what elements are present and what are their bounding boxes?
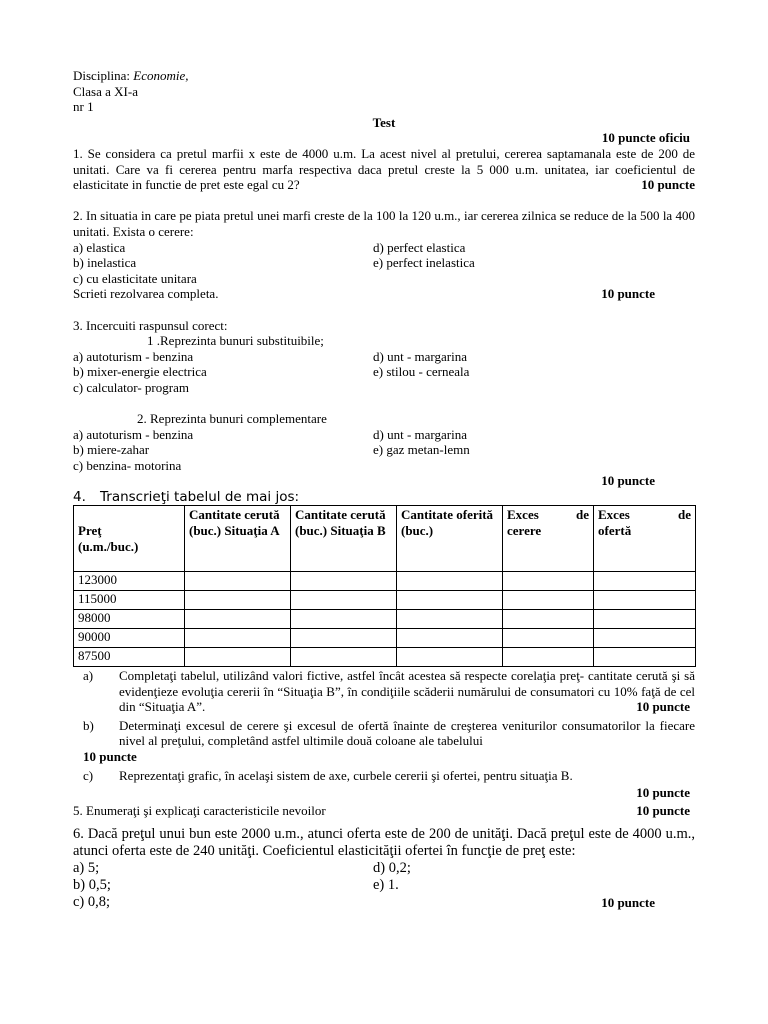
q6-row-3 [73,894,695,911]
question-2-points: 10 puncte [601,286,655,302]
price-cell: 98000 [74,610,185,629]
question-3-points: 10 puncte [601,473,655,489]
header-price-line2: (u.m./buc.) [78,539,139,555]
q2-footer: Scrieti rezolvarea completa. [73,286,219,302]
empty-cell[interactable] [503,572,594,591]
points-office-line [73,130,695,146]
question-4-title: Transcrieţi tabelul de mai jos: [100,489,300,506]
header-qty-demanded-b: Cantitate cerută (buc.) Situaţia B [291,506,397,572]
question-1-text: 1. Se considera ca pretul marfii x este de 4000 u.m. La acest nivel al pretului, cererea saptamanala este de 200 de unitati. Care va fi cererea pentru marfa respectiva daca pretul creste la 5 000 u.m. unitatea, iar coeficientul de elasticitate in functie de pret este egal cu 2? [73,145,695,193]
q6-row-1 [73,860,695,877]
header-qty-offered: Cantitate oferită (buc.) [397,506,503,572]
header-price [74,506,185,572]
table-row [74,629,696,648]
q6-option-d: d) 0,2; [373,860,411,877]
empty-cell[interactable] [291,629,397,648]
header-excess-offer [594,506,696,572]
q6-option-c: c) 0,8; [73,894,111,911]
header-price-line1: Preţ [78,523,102,539]
q3-p2-option-a: a) autoturism - benzina [73,426,194,442]
q4-b-points: 10 puncte [83,749,137,764]
number-line: nr 1 [73,99,94,115]
q4-task-c [73,768,695,784]
question-3-part-2-title: 2. Reprezinta bunuri complementare [137,411,327,427]
q3-part2-row-2 [73,442,695,458]
q4-task-b [73,718,695,749]
empty-cell[interactable] [503,610,594,629]
discipline-label: Disciplina: [73,68,134,83]
price-cell: 115000 [74,591,185,610]
table-row [74,610,696,629]
price-cell: 123000 [74,572,185,591]
h5c: ofertă [598,522,632,538]
question-3-part-1-title: 1 .Reprezinta bunuri substituibile; [147,333,324,349]
q3-part1-row-2 [73,364,695,380]
q3-p2-option-b: b) miere-zahar [73,442,150,458]
question-2-options-row-1 [73,240,695,256]
document-page [73,68,695,911]
empty-cell[interactable] [594,591,696,610]
q4-c-text: Reprezentaţi grafic, în acelaşi sistem de axe, curbele cererii şi ofertei, pentru situaţia B. [119,767,573,783]
empty-cell[interactable] [594,648,696,667]
q4-a-points: 10 puncte [636,699,690,715]
question-6-points: 10 puncte [601,895,655,911]
question-5-text: 5. Enumeraţi şi explicaţi caracteristicile nevoilor [73,802,326,818]
empty-cell[interactable] [503,648,594,667]
question-1-points-line [73,177,695,193]
question-5-points: 10 puncte [636,802,690,818]
price-cell: 87500 [74,648,185,667]
q2-option-d: d) perfect elastica [373,239,466,255]
empty-cell[interactable] [594,572,696,591]
question-5-line [73,803,695,819]
table-row [74,572,696,591]
empty-cell[interactable] [185,648,291,667]
question-2-text: 2. In situatia in care pe piata pretul unei marfi creste de la 100 la 120 u.m., iar cererea zilnica se reduce de la 500 la 400 unitati. Exista o cerere: [73,208,695,239]
question-4-number: 4. [73,489,86,506]
q3-part1-row-3 [73,380,695,396]
empty-cell[interactable] [503,591,594,610]
h4c: cerere [507,522,542,538]
h4a: Exces [507,507,539,523]
question-1-points: 10 puncte [641,177,695,193]
question-6 [73,826,695,911]
q4-b-text: Determinaţi excesul de cerere şi excesul de ofertă înainte de creşterea veniturilor consumatorilor la fiecare nivel al preţului, completând astfel ultimile două coloane ale tabelului [119,717,695,749]
q2-option-a: a) elastica [73,239,126,255]
q6-row-2 [73,877,695,894]
q3-p1-option-b: b) mixer-energie electrica [73,364,207,380]
table-header-row [74,506,696,572]
q3-p2-option-d: d) unt - margarina [373,426,467,442]
q4-c-points: 10 puncte [636,785,690,801]
q6-option-b: b) 0,5; [73,877,111,894]
discipline-value: Economie, [133,68,189,83]
discipline-line [73,68,695,84]
empty-cell[interactable] [594,629,696,648]
question-4-title-line [73,489,695,505]
question-6-text: 6. Dacă preţul unui bun este 2000 u.m., atunci oferta este de 200 de unităţi. Dacă preţul este de 4000 u.m., atunci oferta este de 240 unităţi. Coeficientul elasticităţii ofertei în funcţie de preţ este: [73,826,695,860]
question-2-options-row-3 [73,271,695,287]
q2-option-e: e) perfect inelastica [373,255,475,271]
question-3-points-line [73,473,695,489]
header-excess-demand [503,506,594,572]
empty-cell[interactable] [397,591,503,610]
q4-c-label: c) [83,767,94,783]
q3-part1-row-1 [73,349,695,365]
q3-part2-row-3 [73,458,695,474]
empty-cell[interactable] [397,648,503,667]
points-office: 10 puncte oficiu [601,130,690,146]
question-3-title: 3. Incercuiti raspunsul corect: [73,317,228,333]
empty-cell[interactable] [185,610,291,629]
q2-option-c: c) cu elasticitate unitara [73,270,197,286]
header-qty-demanded-a: Cantitate cerută (buc.) Situaţia A [185,506,291,572]
empty-cell[interactable] [397,629,503,648]
q4-b-label: b) [83,717,94,733]
empty-cell[interactable] [503,629,594,648]
q6-option-e: e) 1. [373,877,399,894]
q4-a-label: a) [83,668,94,684]
q6-option-a: a) 5; [73,860,100,877]
table-row [74,591,696,610]
q3-p1-option-a: a) autoturism - benzina [73,348,194,364]
empty-cell[interactable] [291,591,397,610]
data-table [73,505,696,667]
q4-a-text: Completaţi tabelul, utilizând valori fictive, astfel încât acestea să respecte corelaţia preţ- cantitate cerută şi să evidenţieze evoluţia cererii în “Situaţia B”, în condiţiile scăderii numărului de consumatori cu 10% faţă de cel din “Situaţia A”. [119,668,695,715]
q3-p1-option-d: d) unt - margarina [373,348,467,364]
price-cell: 90000 [74,629,185,648]
question-2-footer-line [73,286,695,302]
empty-cell[interactable] [594,610,696,629]
empty-cell[interactable] [291,648,397,667]
q3-p2-option-e: e) gaz metan-lemn [373,442,470,458]
class-line: Clasa a XI-a [73,83,138,99]
q4-c-points-line [73,785,695,801]
empty-cell[interactable] [291,572,397,591]
q3-p1-option-c: c) calculator- program [73,379,189,395]
h5a: Exces [598,507,630,523]
empty-cell[interactable] [185,572,291,591]
h5b: de [678,507,691,523]
q3-part2-row-1 [73,427,695,443]
empty-cell[interactable] [397,610,503,629]
q2-option-b: b) inelastica [73,255,137,271]
question-2-options-row-2 [73,255,695,271]
q3-p2-option-c: c) benzina- motorina [73,457,182,473]
empty-cell[interactable] [185,591,291,610]
empty-cell[interactable] [185,629,291,648]
table-row [74,648,696,667]
q3-p1-option-e: e) stilou - cerneala [373,364,470,380]
h4b: de [576,507,589,523]
q4-a-points-line [73,699,695,715]
empty-cell[interactable] [397,572,503,591]
page-title: Test [372,114,396,130]
empty-cell[interactable] [291,610,397,629]
